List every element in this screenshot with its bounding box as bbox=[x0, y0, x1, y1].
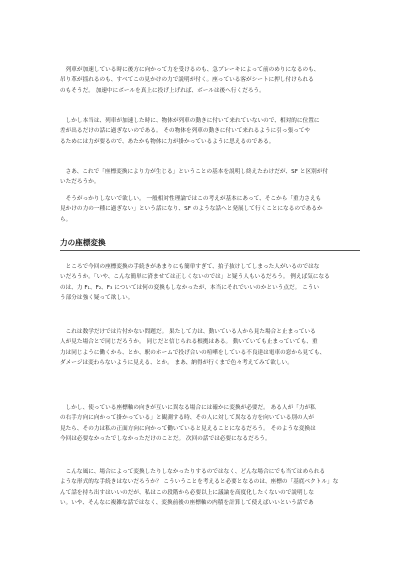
paragraph-general-relativity: そうがっかりしないで欲しい。 一般相対性理論ではこの考えが基本にあって、そこから「重力さえも 見かけの力の一種に過ぎない」という話になり、SF のような話へと発展して行くことになるのであるか ら。 bbox=[60, 196, 323, 223]
paragraph-formal-procedure: こんな風に、場合によって変換したりしなかったりするのではなく、どんな場合にでも当てはめられる ような形式的な手続きはないだろうか？ こういうことを考えると必要となるのは、座標の「基底ベクトル」な んて話を持ち出すはいいのだが、私はこの段階から必要以上に議論を高度化したくないので説明しな い。いや、そんなに複雑な話ではなく、変換前後の座標軸の内積を計算して使えばいいという話であ bbox=[60, 469, 339, 507]
paragraph-true-explanation: しかし本当は、列車が加速した時に、物体が列車の動きに付いて来れていないので、相対的に位置に 差が出るだけの話に過ぎないのである。 その物体を列車の動きに付いて来れるように引っ張ってや るためには力が要るので、あたかも物体に力が掛かっているように思えるのである。 bbox=[60, 118, 320, 145]
paragraph-acceleration-effects: 列車が加速している時に後方に向かって力を受けるのも、急ブレーキによって前のめりになるのも、 吊り革が揺れるのも、すべてこの見かけの力で説明が付く。座っている客がシートに押し付けられる のもそうだ。 加速中にボールを真上に投げ上げれば、ボールは後へ行くだろう。 bbox=[60, 67, 320, 94]
heading-underline bbox=[60, 250, 360, 251]
paragraph-axis-orientation: しかし、使っている座標軸の向きが互いに異なる場合には確かに変換が必要だ。 ある人が「力が私 の右手方向に向かって掛かっている」と観測する時、その人に対して異なる方を向いている別の人が 見たら、その力は私の正面方向に向かって働いていると見えることになるだろう。 そのような変換は 今回は必要なかったでしなかっただけのことだ。 次回の話では必要になるだろう。 bbox=[60, 405, 316, 443]
section-heading: 力の座標変換 bbox=[60, 238, 106, 247]
paragraph-doubts: ところで今回の座標変換の手続きがあまりにも簡単すぎて、拍子抜けしてしまった人がいるのではな いだろうか。「いや、こんな簡単に済ませては正しくないのでは」と疑う人もいるだろう。 例えば気になる のは、力 F₁、F₂、F₃ については何の変換もしなかったが、本当にそれでいいのかという点だ。 こうい う部分は強く疑って欲しい。 bbox=[60, 264, 330, 302]
paragraph-sf-distinction: さあ、これで「座標変換により力が生じる」ということの基本を説明し終えたわけだが、SF と区別が付 いただろうか。 bbox=[60, 169, 329, 186]
paragraph-force-invariance: これは数学だけでは片付かない問題だ。 果たして力は、動いている人から見た場合と止まっている 人が見た場合とで同じだろうか。 同じだと信じられる根拠はある。 動いていても止まっていても、重 力は同じように働くから、とか、駅のホームで投げ合いの喧嘩をしている不良達は電車の窓から見ても、 ダメージは変わらないように見える、とか。 まあ、納得が行くまで色々考えてみて欲しい。 bbox=[60, 329, 326, 367]
